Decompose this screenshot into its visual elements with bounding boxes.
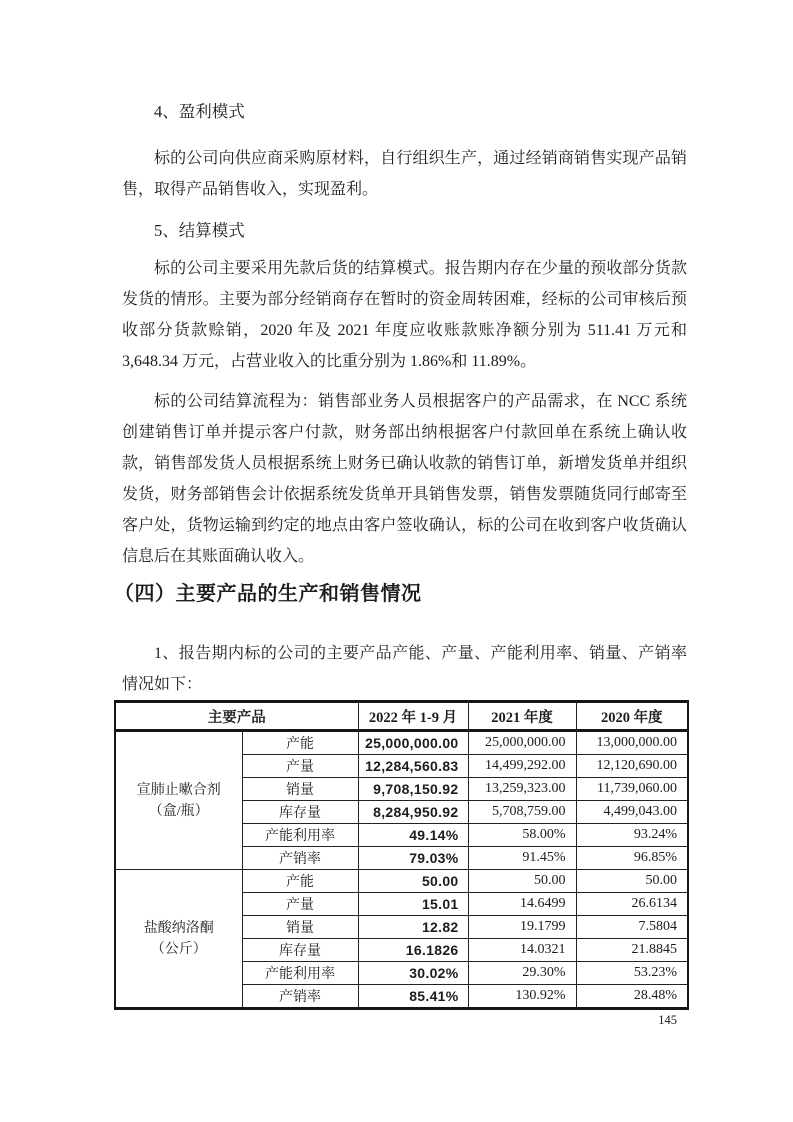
page-number: 145	[658, 1013, 677, 1027]
paragraph-settlement-process: 标的公司结算流程为：销售部业务人员根据客户的产品需求，在 NCC 系统创建销售订单并提示客户付款，财务部出纳根据客户付款回单在系统上确认收款，销售部发货人员根据系统上财务已确认收款的销售订单，新增发货单并组织发货，财务部销售会计依据系统发货单开具销售发票，销售发票随货同行邮寄至客户处，货物运输到约定的地点由客户签收确认，标的公司在收到客户收货确认信息后在其账面确认收入。	[122, 393, 687, 565]
product-unit: （公斤）	[150, 941, 207, 957]
value-2022-cell: 85.41%	[358, 985, 468, 1009]
metric-cell: 产量	[242, 893, 358, 916]
value-2022-cell: 9,708,150.92	[358, 778, 468, 801]
product-name: 盐酸纳洛酮	[143, 920, 214, 936]
product-name-cell	[115, 731, 242, 870]
metric-cell: 产能利用率	[242, 962, 358, 985]
metric-cell: 销量	[242, 916, 358, 939]
value-2021-cell: 14,499,292.00	[468, 755, 576, 778]
product-unit: （盒/瓶）	[148, 803, 209, 819]
paragraph-settlement-model: 标的公司主要采用先款后货的结算模式。报告期内存在少量的预收部分货款发货的情形。主要为部分经销商存在暂时的资金周转困难，经标的公司审核后预收部分货款赊销，2020 年及 2021 年度应收账款账净额分别为 511.41 万元和3,648.34 万元，占营业收入的比重分别为 1.86%和 11.89%。	[122, 260, 687, 370]
value-2021-cell: 14.0321	[468, 939, 576, 962]
metric-cell: 产能	[242, 870, 358, 893]
column-header-2022: 2022 年 1-9 月	[358, 702, 468, 731]
paragraph-table-intro: 1、报告期内标的公司的主要产品产能、产量、产能利用率、销量、产销率情况如下：	[122, 645, 687, 693]
column-header-product: 主要产品	[115, 702, 358, 731]
value-2021-cell: 5,708,759.00	[468, 801, 576, 824]
metric-cell: 库存量	[242, 939, 358, 962]
value-2020-cell: 50.00	[576, 870, 688, 893]
value-2022-cell: 16.1826	[358, 939, 468, 962]
value-2021-cell: 25,000,000.00	[468, 731, 576, 755]
table-row	[115, 870, 688, 893]
production-sales-table-body	[115, 731, 688, 1009]
value-2020-cell: 96.85%	[576, 847, 688, 870]
metric-cell: 产能利用率	[242, 824, 358, 847]
product-name: 宣肺止嗽合剂	[136, 782, 221, 798]
metric-cell: 销量	[242, 778, 358, 801]
value-2022-cell: 15.01	[358, 893, 468, 916]
value-2020-cell: 93.24%	[576, 824, 688, 847]
value-2021-cell: 19.1799	[468, 916, 576, 939]
metric-cell: 产销率	[242, 985, 358, 1009]
value-2020-cell: 53.23%	[576, 962, 688, 985]
value-2020-cell: 7.5804	[576, 916, 688, 939]
chapter-heading-production-sales: （四）主要产品的生产和销售情况	[114, 583, 422, 605]
value-2022-cell: 12,284,560.83	[358, 755, 468, 778]
value-2020-cell: 4,499,043.00	[576, 801, 688, 824]
value-2022-cell: 25,000,000.00	[358, 731, 468, 755]
table-row	[115, 731, 688, 755]
table-header-row	[115, 702, 688, 731]
column-header-2021: 2021 年度	[468, 702, 576, 731]
value-2021-cell: 50.00	[468, 870, 576, 893]
value-2020-cell: 26.6134	[576, 893, 688, 916]
metric-cell: 产量	[242, 755, 358, 778]
value-2021-cell: 29.30%	[468, 962, 576, 985]
value-2020-cell: 12,120,690.00	[576, 755, 688, 778]
section-heading-settlement-model: 5、结算模式	[154, 221, 245, 240]
value-2021-cell: 14.6499	[468, 893, 576, 916]
value-2022-cell: 50.00	[358, 870, 468, 893]
value-2021-cell: 130.92%	[468, 985, 576, 1009]
metric-cell: 产能	[242, 731, 358, 755]
value-2020-cell: 13,000,000.00	[576, 731, 688, 755]
section-heading-profit-model: 4、盈利模式	[154, 102, 245, 121]
metric-cell: 库存量	[242, 801, 358, 824]
table-header	[115, 702, 688, 731]
value-2022-cell: 8,284,950.92	[358, 801, 468, 824]
value-2022-cell: 79.03%	[358, 847, 468, 870]
value-2021-cell: 91.45%	[468, 847, 576, 870]
value-2022-cell: 49.14%	[358, 824, 468, 847]
value-2020-cell: 11,739,060.00	[576, 778, 688, 801]
value-2021-cell: 58.00%	[468, 824, 576, 847]
document-content	[114, 96, 687, 1028]
value-2021-cell: 13,259,323.00	[468, 778, 576, 801]
paragraph-profit-model: 标的公司向供应商采购原材料，自行组织生产，通过经销商销售实现产品销售，取得产品销售收入，实现盈利。	[122, 150, 687, 198]
column-header-2020: 2020 年度	[576, 702, 688, 731]
product-name-cell	[115, 870, 242, 1009]
value-2022-cell: 12.82	[358, 916, 468, 939]
value-2020-cell: 21.8845	[576, 939, 688, 962]
production-sales-table	[114, 700, 689, 1010]
metric-cell: 产销率	[242, 847, 358, 870]
value-2022-cell: 30.02%	[358, 962, 468, 985]
value-2020-cell: 28.48%	[576, 985, 688, 1009]
